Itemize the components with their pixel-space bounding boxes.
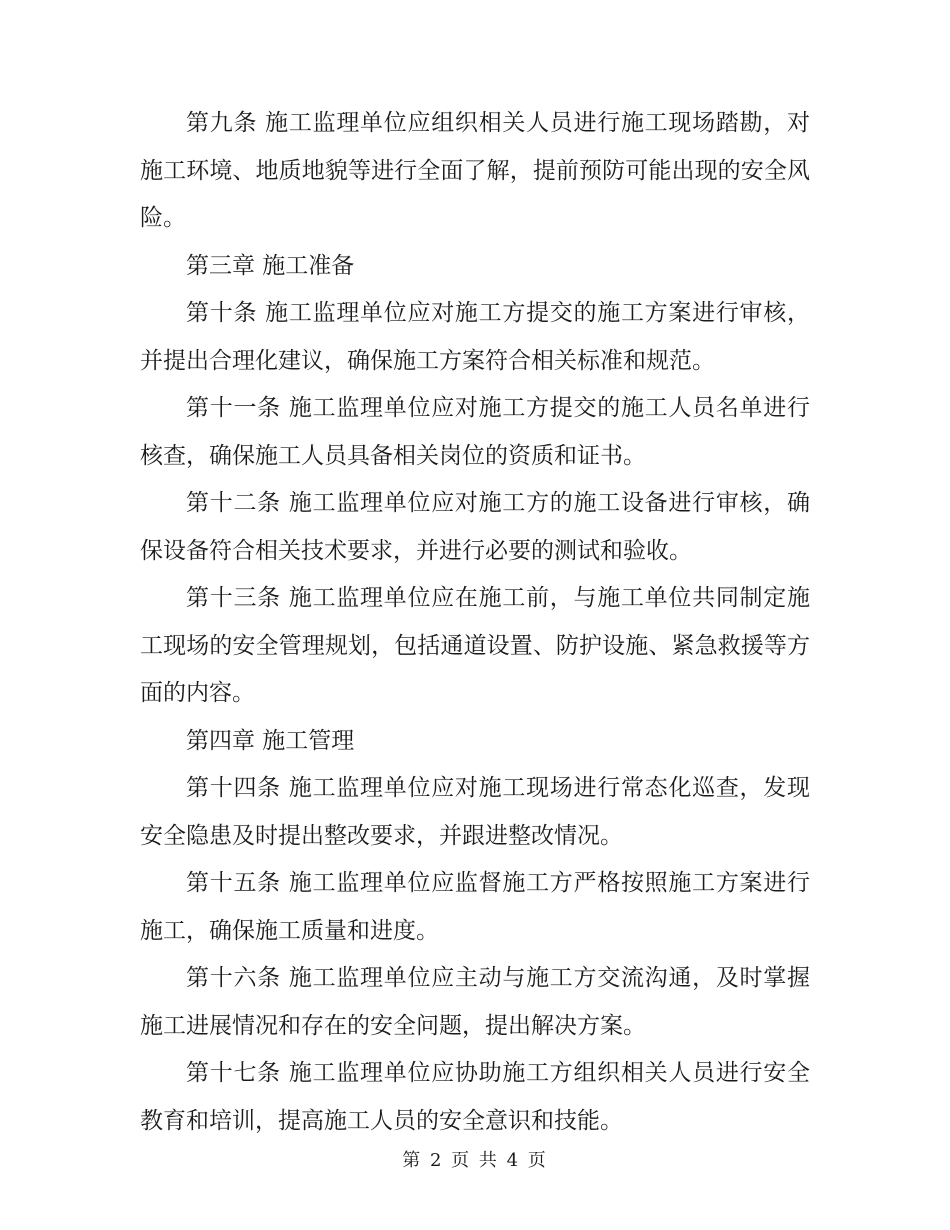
article-11: 第十一条 施工监理单位应对施工方提交的施工人员名单进行核查，确保施工人员具备相关岗位的资质和证书。 xyxy=(140,395,810,469)
article-12: 第十二条 施工监理单位应对施工方的施工设备进行审核，确保设备符合相关技术要求，并进行必要的测试和验收。 xyxy=(140,490,810,564)
article-10: 第十条 施工监理单位应对施工方提交的施工方案进行审核，并提出合理化建议，确保施工方案符合相关标准和规范。 xyxy=(140,300,810,374)
document-body xyxy=(140,100,810,1145)
article-9: 第九条 施工监理单位应组织相关人员进行施工现场踏勘，对施工环境、地质地貌等进行全面了解，提前预防可能出现的安全风险。 xyxy=(140,110,810,231)
chapter-3-heading: 第三章 施工准备 xyxy=(186,252,355,279)
article-17: 第十七条 施工监理单位应协助施工方组织相关人员进行安全教育和培训，提高施工人员的安全意识和技能。 xyxy=(140,1060,810,1134)
page-number-footer: 第 2 页 共 4 页 xyxy=(402,1150,548,1171)
chapter-4-heading: 第四章 施工管理 xyxy=(186,727,355,754)
article-13: 第十三条 施工监理单位应在施工前，与施工单位共同制定施工现场的安全管理规划，包括通道设置、防护设施、紧急救援等方面的内容。 xyxy=(140,585,810,706)
article-15: 第十五条 施工监理单位应监督施工方严格按照施工方案进行施工，确保施工质量和进度。 xyxy=(140,870,810,944)
article-16: 第十六条 施工监理单位应主动与施工方交流沟通，及时掌握施工进展情况和存在的安全问题，提出解决方案。 xyxy=(140,965,810,1039)
article-14: 第十四条 施工监理单位应对施工现场进行常态化巡查，发现安全隐患及时提出整改要求，并跟进整改情况。 xyxy=(140,775,810,849)
